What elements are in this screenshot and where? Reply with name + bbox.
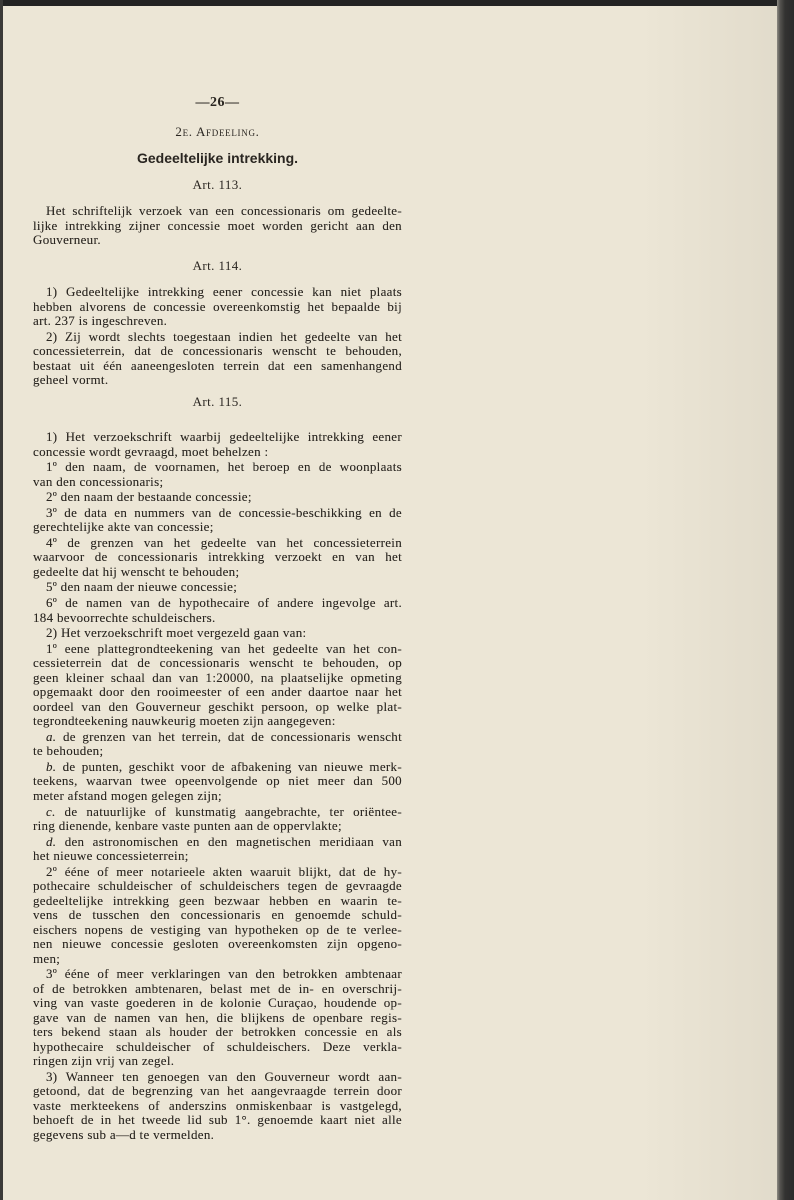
text-line: pothecaire schuldeischer of schuldeischers tegen de gevraagde [33,878,402,894]
text-line: 184 bevoorrechte schuldeischers. [33,609,216,625]
text-line: 3) Wanneer ten genoegen van den Gouverneur wordt aan- [46,1068,402,1084]
text-line: het nieuwe concessieterrein; [33,848,189,864]
paragraph [33,330,402,388]
page-shading [640,6,777,1200]
article-title: Art. 115. [192,394,243,409]
text-line [33,805,402,820]
paragraph [33,580,402,595]
text-line: lijke intrekking zijner concessie moet worden gericht aan den [33,217,402,233]
paragraph [33,536,402,580]
text-line: 2) Het verzoekschrift moet vergezeld gaan van: [46,625,307,641]
text-line: hebben alvorens de concessie overeenkomstig het bepaalde bij [33,298,402,314]
text-line: concessieterrein, dat de concessionaris wenscht te behouden, [33,343,402,359]
scan-border-top [0,0,794,6]
text-line: 5º den naam der nieuwe concessie; [46,579,238,595]
text-line: 1º den naam, de voornamen, het beroep en de woonplaats [46,459,402,475]
text-line: meter afstand mogen gelegen zijn; [33,787,222,803]
text-line: 2º den naam der bestaande concessie; [46,489,252,505]
text-line: 1) Het verzoekschrift waarbij gedeeltelijke intrekking eener [46,429,402,444]
text-line: men; [33,950,61,966]
paragraph [33,865,402,967]
text-line-content: de grenzen van het terrein, dat de concessionaris wenscht [62,728,402,744]
text-line: cessieterrein dat de concessionaris wenscht te behouden, op [33,655,402,671]
item-marker: a. [46,728,57,744]
text-line [33,730,402,745]
section-heading: Gedeeltelijke intrekking. [136,150,299,166]
text-line: van den concessionaris; [33,473,164,489]
paragraph [33,642,402,729]
scan-border-right [777,0,794,1200]
paragraph [33,835,402,864]
text-line: Gouverneur. [33,232,101,247]
article-body [33,430,402,1142]
text-line: teekens, waarvan twee opeenvolgende op niet meer dan 500 [33,773,402,789]
text-line: geen kleiner schaal dan van 1:20000, na plaatselijke opmeting [33,669,402,685]
paragraph [33,204,402,248]
paragraph [33,1070,402,1143]
article-body [33,285,402,388]
article-body [33,204,402,248]
text-line: opgemaakt door den rooimeester of een ander daartoe naar het [33,684,402,700]
text-line: 4º de grenzen van het gedeelte van het concessieterrein [46,534,402,550]
item-marker: b. [46,758,57,774]
paragraph [33,805,402,834]
text-line: 6º de namen van de hypothecaire of andere ingevolge art. [46,595,402,611]
text-line: gedeelte dat hij wenscht te behouden; [33,563,240,579]
text-line: geheel vormt. [33,372,109,388]
paragraph [33,430,402,459]
section-label: 2e. Afdeeling. [175,124,260,139]
text-line: art. 237 is ingeschreven. [33,313,168,328]
text-line: of de betrokken ambtenaren, belast met de in- en overschrij- [33,980,402,996]
text-line: gave van de namen van hen, die blijkens de openbare regis- [33,1009,402,1025]
item-marker: d. [46,833,57,849]
text-line: nen nieuwe concessie gesloten overeenkomsten zijn opgeno- [33,936,402,952]
scan-border-left [0,0,3,1200]
text-line: 2º ééne of meer notarieele akten waaruit blijkt, dat de hy- [46,863,402,879]
text-line-content: de punten, geschikt voor de afbakening van nieuwe merk- [62,758,402,774]
text-line: 2) Zij wordt slechts toegestaan indien het gedeelte van het [46,328,402,344]
text-line: vens de tusschen den concessionaris en genoemde schuld- [33,907,402,923]
text-line-content: de natuurlijke of kunstmatig aangebrachte, ter oriëntee- [64,803,402,819]
text-line [33,760,402,775]
text-line: gegevens sub a—d te vermelden. [33,1126,215,1142]
article-title: Art. 113. [192,177,243,192]
text-line: Het schriftelijk verzoek van een concessionaris om gedeelte- [46,203,402,218]
paragraph [33,490,402,505]
text-line: te behouden; [33,743,104,759]
text-line: ters bekend staan als houder der betrokken concessie en als [33,1024,402,1040]
text-line: 3º de data en nummers van de concessie-beschikking en de [46,504,402,520]
text-line: waarvoor de concessionaris intrekking verzoekt en van het [33,549,402,565]
text-line: eischers nopens de vestiging van hypotheken op de te verlee- [33,921,402,937]
paragraph [33,285,402,329]
paragraph [33,506,402,535]
article-title: Art. 114. [192,258,243,273]
text-line: tegrondteekening nauwkeurig moeten zijn aangegeven: [33,713,336,729]
text-line: 1) Gedeeltelijke intrekking eener concessie kan niet plaats [46,284,402,299]
paragraph [33,460,402,489]
text-line: ringen zijn vrij van zegel. [33,1053,175,1069]
paragraph [33,626,402,641]
text-line: ring dienende, kenbare vaste punten aan de oppervlakte; [33,818,342,834]
text-line: ving van vaste goederen in de kolonie Curaçao, houdende op- [33,995,402,1011]
text-line: bestaat uit één aaneengesloten terrein dat een samenhangend [33,357,402,373]
text-line: gerechtelijke akte van concessie; [33,519,214,535]
paragraph [33,760,402,804]
text-line: gedeeltelijke intrekking geen bezwaar hebben en waarin te- [33,892,402,908]
text-line: 3º ééne of meer verklaringen van den betrokken ambtenaar [46,966,402,982]
text-line [33,835,402,850]
paragraph [33,967,402,1069]
text-line: behoeft de in het tweede lid sub 1°. genoemde kaart niet alle [33,1112,402,1128]
text-line: 1º eene plattegrondteekening van het gedeelte van het con- [46,640,402,656]
text-line: vaste merkteekens of anderszins onmiskenbaar is vastgelegd, [33,1097,402,1113]
text-line: hypothecaire schuldeischer of schuldeischers. Deze verkla- [33,1038,402,1054]
text-line-content: den astronomischen en den magnetischen meridiaan van [64,833,402,849]
page-number: —26— [195,95,240,110]
paragraph [33,730,402,759]
paragraph [33,596,402,625]
text-line: concessie wordt gevraagd, moet behelzen : [33,443,269,459]
item-marker: c. [46,803,56,819]
text-line: getoond, dat de begrenzing van het aangevraagde terrein door [33,1083,402,1099]
text-line: oordeel van den Gouverneur geschikt persoon, op welke plat- [33,698,402,714]
